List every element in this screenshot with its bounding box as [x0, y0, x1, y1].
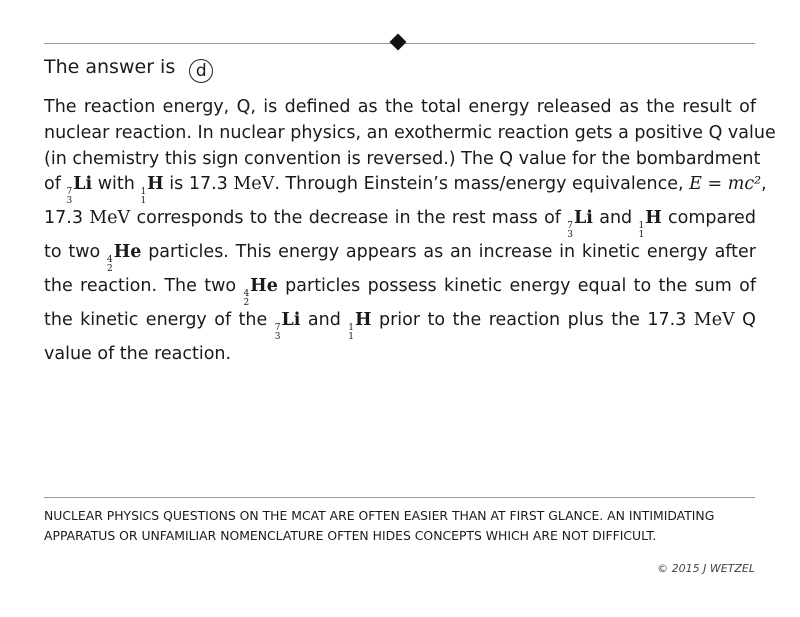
copyright-notice: © 2015 J WETZEL — [657, 562, 755, 575]
nuclide-lithium-7: 7 3 Li — [274, 310, 301, 343]
footnote-line: NUCLEAR PHYSICS QUESTIONS ON THE MCAT ARE OFTEN EASIER THAN AT FIRST GLANCE. AN INTIMIDATING — [44, 508, 715, 523]
explanation-line: of 7 3 Li with 1 1 H is 17.3 MeV. Through Einstein’s mass/energy equivalence, E = mc², — [44, 174, 767, 207]
explanation-line: (in chemistry this sign convention is reversed.) The Q value for the bombardment — [44, 148, 761, 169]
diamond-ornament-icon — [390, 34, 407, 51]
footnote-line: APPARATUS OR UNFAMILIAR NOMENCLATURE OFTEN HIDES CONCEPTS WHICH ARE NOT DIFFICULT. — [44, 528, 657, 543]
answer-prefix: The answer is — [44, 56, 176, 78]
mass-energy-equation: E = mc² — [689, 174, 762, 195]
nuclide-lithium-7: 7 3 Li — [567, 208, 593, 241]
explanation-line: value of the reaction. — [44, 344, 232, 365]
bottom-divider — [44, 497, 755, 498]
answer-letter-badge: d — [189, 59, 213, 83]
explanation-line: 17.3 MeV corresponds to the decrease in the rest mass of 7 3 Li and 1 1 H compared — [44, 208, 756, 241]
explanation-line: to two 4 2 He particles. This energy appears as an increase in kinetic energy after — [44, 242, 756, 275]
nuclide-lithium-7: 7 3 Li — [66, 174, 93, 207]
nuclide-hydrogen-1: 1 1 H — [140, 174, 164, 207]
explanation-line: nuclear reaction. In nuclear physics, an exothermic reaction gets a positive Q value — [44, 122, 776, 143]
explanation-line: the reaction. The two 4 2 He particles possess kinetic energy equal to the sum of — [44, 276, 757, 309]
nuclide-helium-4: 4 2 He — [243, 276, 278, 309]
answer-line — [44, 55, 213, 83]
explanation-line: the kinetic energy of the 7 3 Li and 1 1 H prior to the reaction plus the 17.3 MeV Q — [44, 310, 756, 343]
footnote — [44, 506, 756, 546]
nuclide-helium-4: 4 2 He — [107, 242, 142, 275]
explanation-paragraph — [44, 95, 776, 368]
nuclide-hydrogen-1: 1 1 H — [638, 208, 662, 241]
explanation-line: The reaction energy, Q, is defined as the total energy released as the result of — [44, 97, 756, 117]
nuclide-hydrogen-1: 1 1 H — [348, 310, 372, 343]
